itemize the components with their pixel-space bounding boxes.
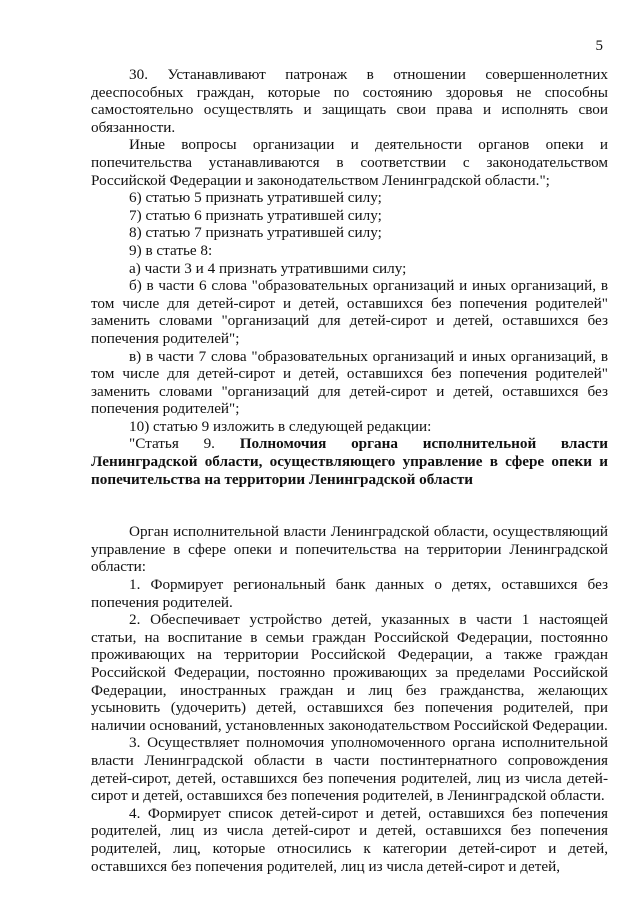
document-body: [91, 66, 608, 875]
list-item-9v: в) в части 7 слова "образовательных организаций и иных организаций, в том числе для детей-сирот и детей, оставшихся без попечения родителей" заменить словами "организаций для детей-сирот и детей, оставшихся без попечения родителей";: [91, 347, 608, 418]
article-point-4: 4. Формирует список детей-сирот и детей, оставшихся без попечения родителей, лиц из числа детей-сирот и детей, оставшихся без попечения родителей, лиц, которые относились к категории детей-сирот и детей, оставшихся без попечения родителей, лиц из числа детей-сирот и детей,: [91, 804, 608, 875]
list-item-9b: б) в части 6 слова "образовательных организаций и иных организаций, в том числе для детей-сирот и детей, оставшихся без попечения родителей" заменить словами "организаций для детей-сирот и детей, оставшихся без попечения родителей";: [91, 277, 608, 347]
article-heading-prefix: "Статья 9.: [129, 435, 215, 453]
article-point-3: 3. Осуществляет полномочия уполномоченного органа исполнительной власти Ленинградской области в части постинтернатного сопровождения детей-сирот, детей, оставшихся без попечения родителей, лиц из числа детей-сирот и детей, оставшихся без попечения родителей, в Ленинградской области.: [91, 734, 608, 805]
list-item-9a: а) части 3 и 4 признать утратившими силу;: [129, 259, 407, 277]
article-heading-title: Полномочия органа исполнительной власти Ленинградской области, осуществляющего управление в сфере опеки и попечительства на территории Ленинградской области: [91, 435, 608, 488]
article-point-1: 1. Формирует региональный банк данных о детях, оставшихся без попечения родителей.: [91, 576, 608, 611]
article-heading: [91, 435, 608, 488]
paragraph-other-questions: Иные вопросы организации и деятельности органов опеки и попечительства устанавливаются в соответствии с законодательством Российской Федерации и законодательством Ленинградской области.";: [91, 136, 608, 189]
page-number: 5: [595, 38, 603, 54]
article-point-2: 2. Обеспечивает устройство детей, указанных в части 1 настоящей статьи, на воспитание в семьи граждан Российской Федерации, постоянно проживающих на территории Российской Федерации, а также граждан Российской Федерации, постоянно проживающих за пределами Российской Федерации, иностранных граждан и лиц без гражданства, желающих усыновить (удочерить) детей, оставшихся без попечения родителей, при наличии оснований, установленных законодательством Российской Федерации.: [91, 611, 608, 734]
list-item-6: 6) статью 5 признать утратившей силу;: [129, 189, 382, 207]
list-item-9: 9) в статье 8:: [129, 241, 213, 259]
paragraph-30: 30. Устанавливают патронаж в отношении совершеннолетних дееспособных граждан, которые по состоянию здоровья не способны самостоятельно осуществлять и защищать свои права и исполнять свои обязанности.: [91, 66, 608, 136]
article-intro: Орган исполнительной власти Ленинградской области, осуществляющий управление в сфере опеки и попечительства на территории Ленинградской области:: [91, 523, 608, 576]
list-item-8: 8) статью 7 признать утратившей силу;: [129, 224, 382, 242]
list-item-10: 10) статью 9 изложить в следующей редакции:: [129, 417, 432, 435]
list-item-7: 7) статью 6 признать утратившей силу;: [129, 206, 382, 224]
